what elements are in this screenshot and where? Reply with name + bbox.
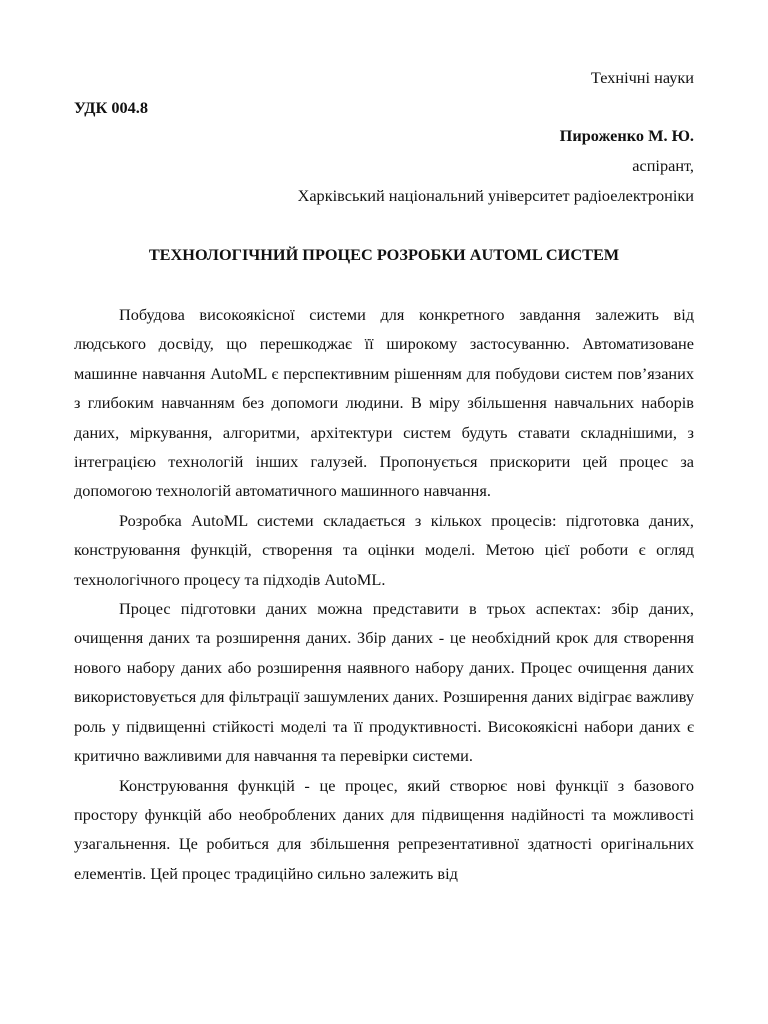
paper-body xyxy=(74,300,694,888)
author-name: Пироженко М. Ю. xyxy=(559,126,694,145)
paper-title: ТЕХНОЛОГІЧНИЙ ПРОЦЕС РОЗРОБКИ AUTOML СИСТЕМ xyxy=(148,245,620,264)
paragraph: Побудова високоякісної системи для конкретного завдання залежить від людського досвіду, що перешкоджає її широкому застосуванню. Автоматизоване машинне навчання AutoML є перспективним рішенням для побудови систем пов’язаних з глибоким навчанням без допомоги людини. В міру збільшення навчальних наборів даних, міркування, алгоритми, архітектури систем будуть ставати складнішими, з інтеграцією технологій інших галузей. Пропонується прискорити цей процес за допомогою технологій автоматичного машинного навчання. xyxy=(74,305,694,501)
paragraph: Розробка AutoML системи складається з кількох процесів: підготовка даних, конструювання функцій, створення та оцінки моделі. Метою цієї роботи є огляд технологічного процесу та підходів AutoML. xyxy=(74,510,694,589)
author-role: аспірант, xyxy=(632,156,694,175)
section-tag: Технічні науки xyxy=(590,68,694,87)
udk-code: УДК 004.8 xyxy=(74,98,149,117)
paragraph: Процес підготовки даних можна представити в трьох аспектах: збір даних, очищення даних та розширення даних. Збір даних - це необхідний крок для створення нового набору даних або розширення наявного набору даних. Процес очищення даних використовується для фільтрації зашумлених даних. Розширення даних відіграє важливу роль у підвищенні стійкості моделі та її продуктивності. Високоякісні набори даних є критично важливими для навчання та перевірки системи. xyxy=(74,599,694,766)
author-affiliation: Харківський національний університет радіоелектроніки xyxy=(297,186,694,205)
paragraph: Конструювання функцій - це процес, який створює нові функції з базового простору функцій або необроблених даних для підвищення надійності та можливості узагальнення. Це робиться для збільшення репрезентативної здатності оригінальних елементів. Цей процес традиційно сильно залежить від xyxy=(74,775,694,883)
